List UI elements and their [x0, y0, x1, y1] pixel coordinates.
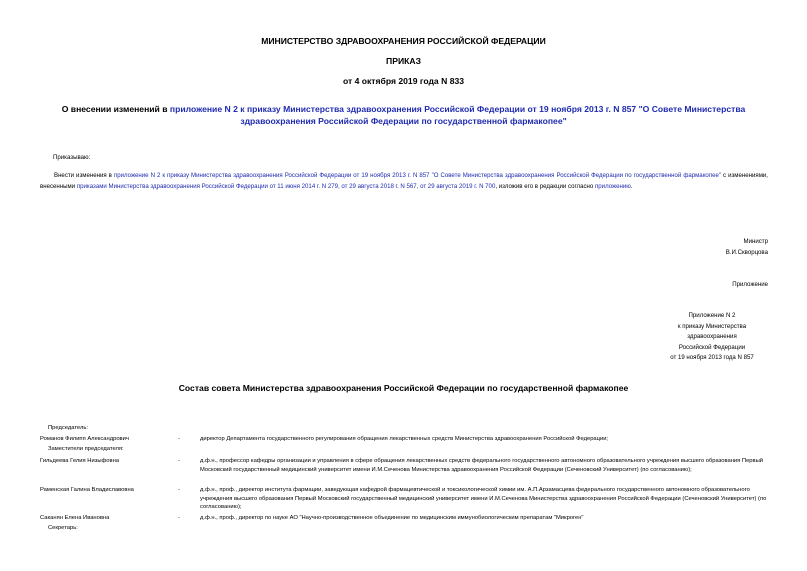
member-name: Раменская Галина Владиславовна	[40, 487, 134, 493]
chairman-label: Председатель:	[48, 425, 88, 431]
member-dash: -	[178, 458, 180, 464]
para-text-3: , изложив его в редакции согласно	[495, 183, 595, 190]
member-name: Саканян Елена Ивановна	[40, 515, 110, 521]
deputies-label: Заместители председателя:	[48, 446, 124, 452]
order-word: Приказываю:	[53, 154, 91, 161]
secretary-label: Секретарь:	[48, 525, 78, 531]
subject-link[interactable]: приложение N 2 к приказу Министерства здравоохранения Российской Федерации от 19 ноября 2013 г. N 857 "О Совете Министерства здравоохранения Российской Федерации по государственной фармакопее"	[169, 104, 746, 126]
appendix-2-block	[650, 311, 774, 364]
para-link-orders[interactable]: приказами Министерства здравоохранения Российской Федерации от 11 июня 2014 г. N 279, от 29 августа 2018 г. N 567, от 29 августа 2019 г. N 700	[76, 183, 496, 190]
signature-name: В.И.Скворцова	[725, 248, 768, 256]
ministry-heading: МИНИСТЕРСТВО ЗДРАВООХРАНЕНИЯ РОССИЙСКОЙ ФЕДЕРАЦИИ	[261, 36, 546, 46]
subject-prefix: О внесении изменений в	[61, 104, 170, 114]
council-title: Состав совета Министерства здравоохранения Российской Федерации по государственной фармакопее	[178, 383, 629, 393]
member-name: Романов Филипп Александрович	[40, 436, 129, 442]
order-subject	[40, 103, 767, 127]
para-text-2: с изменениями, внесенными	[40, 172, 768, 190]
member-description: д.ф.н., проф., директор института фармации, заведующая кафедрой фармацевтической и токсикологической химии им. А.П.Арзамасцева федерального государственного автономного образовательного учреждения высшего образования Первый Московский государственный медицинский университет имени И.М.Сеченова Министерства здравоохранения Российской Федерации (Сеченовский Университет) (по согласованию);	[200, 487, 767, 510]
appendix-2-line-1: Приложение N 2	[688, 312, 736, 319]
appendix-2-line-3: здравоохранения	[687, 333, 737, 340]
doc-type-heading: ПРИКАЗ	[386, 56, 421, 66]
para-link-annex[interactable]: приложению	[594, 183, 631, 190]
para-link-appendix[interactable]: приложение N 2 к приказу Министерства здравоохранения Российской Федерации от 19 ноября 2013 г. N 857 "О Совете Министерства здравоохранения Российской Федерации по государственной фармакопее"	[113, 172, 722, 179]
appendix-2-line-2: к приказу Министерства	[677, 322, 747, 330]
member-description: директор Департамента государственного регулирования обращения лекарственных средств Министерства здравоохранения Российской Федерации;	[200, 436, 609, 442]
signature-block	[726, 237, 768, 258]
appendix-2-line-4: Российской Федерации	[678, 343, 746, 351]
para-text-1: Внести изменения в	[54, 172, 114, 179]
date-number-heading: от 4 октября 2019 года N 833	[342, 76, 465, 86]
signature-role: Министр	[743, 238, 768, 245]
para-text-4: .	[630, 183, 633, 190]
order-paragraph	[40, 170, 768, 192]
member-dash: -	[178, 515, 180, 521]
member-dash: -	[178, 487, 180, 493]
member-dash: -	[178, 436, 180, 442]
appendix-label: Приложение	[732, 281, 768, 288]
member-description: д.ф.н., проф., директор по науке АО "Научно-производственное объединение по медицинским иммунобиологическим препаратам "Микроген"	[200, 515, 584, 521]
appendix-2-line-5: от 19 ноября 2013 года N 857	[670, 354, 754, 361]
member-description: д.ф.н., профессор кафедры организации и управления в сфере обращения лекарственных средств федерального государственного автономного образовательного учреждения высшего образования Первый Московский государственный медицинский университет имени И.М.Сеченова Министерства здравоохранения Российской Федерации (Сеченовский Университет) (по согласованию);	[200, 458, 764, 473]
member-name: Гильдеева Гелия Низыфовна	[40, 458, 120, 464]
